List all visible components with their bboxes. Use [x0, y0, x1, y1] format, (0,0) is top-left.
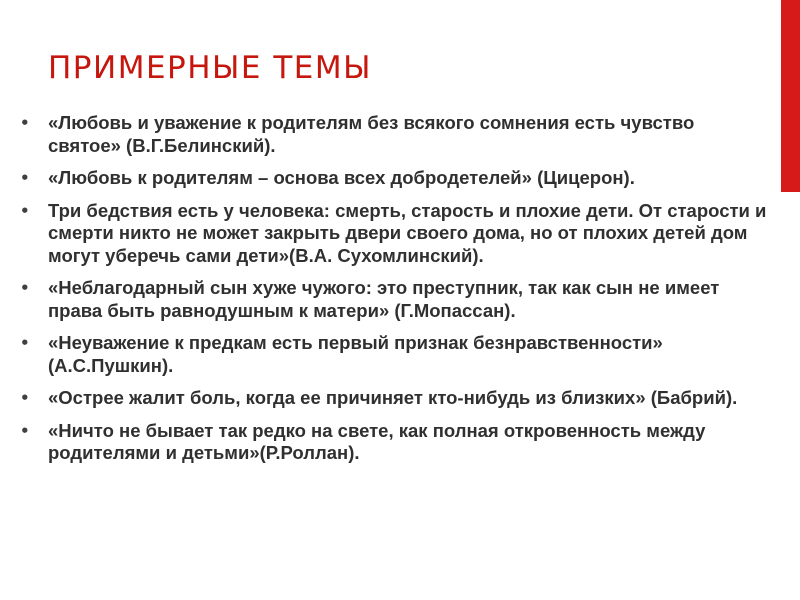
list-item-text: «Неблагодарный сын хуже чужого: это преступник, так как сын не имеет права быть равнодушным к матери» (Г.Мопассан).: [48, 277, 720, 321]
bullet-icon: •: [20, 201, 30, 220]
bullet-icon: •: [20, 389, 30, 407]
bullet-icon: •: [20, 169, 30, 187]
list-item-text: «Любовь и уважение к родителям без всякого сомнения есть чувство святое» (В.Г.Белинский).: [48, 112, 695, 156]
list-item-text: «Неуважение к предкам есть первый признак безнравственности» (А.С.Пушкин).: [48, 332, 663, 376]
bullet-icon: •: [20, 114, 30, 132]
list-item: [18, 332, 768, 377]
list-item-text: «Ничто не бывает так редко на свете, как полная откровенность между родителями и детьми»(Р.Роллан).: [48, 419, 706, 463]
list-item: [18, 167, 768, 190]
list-item-text: «Острее жалит боль, когда ее причиняет кто-нибудь из близких» (Бабрий).: [48, 387, 738, 408]
bullet-icon: •: [20, 421, 30, 440]
list-item: [18, 420, 768, 465]
bullet-icon: •: [20, 279, 30, 297]
list-item: [18, 112, 768, 157]
accent-bar: [781, 0, 800, 192]
slide-title: ПРИМЕРНЫЕ ТЕМЫ: [48, 50, 372, 86]
quote-list: [18, 112, 768, 475]
list-item: [18, 200, 768, 268]
list-item: [18, 277, 768, 322]
list-item-text: «Любовь к родителям – основа всех добродетелей» (Цицерон).: [48, 167, 635, 188]
list-item-text: Три бедствия есть у человека: смерть, старость и плохие дети. От старости и смерти никто не может закрыть двери своего дома, но от плохих детей дом могут уберечь сами дети»(В.А. Сухомлинский).: [48, 199, 767, 266]
list-item: [18, 387, 768, 410]
bullet-icon: •: [20, 334, 30, 352]
